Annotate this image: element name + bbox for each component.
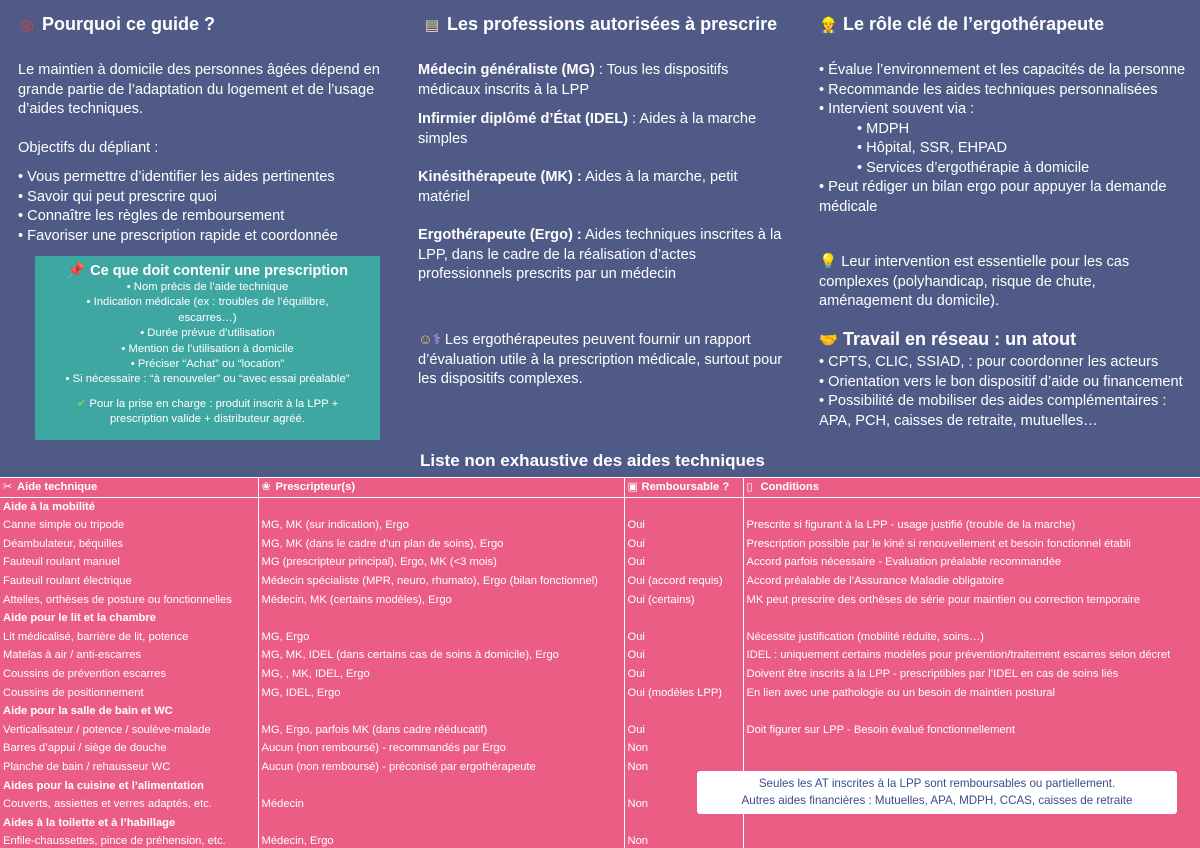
caduceus-icon: ⚕ — [432, 332, 441, 348]
prescription-item: • Préciser “Achat” ou “location” — [130, 358, 285, 371]
prescription-item: • Durée prévue d’utilisation — [140, 327, 275, 340]
objective-item: • Savoir qui peut prescrire quoi — [18, 188, 217, 205]
prescriber-cell: MG, MK (dans le cadre d’un plan de soins), Ergo — [258, 535, 624, 554]
prescriber-cell: MG, MK, IDEL (dans certains cas de soins à domicile), Ergo — [258, 646, 624, 665]
conditions-cell: IDEL : uniquement certains modèles pour prévention/traitement escarres selon décret — [746, 649, 1171, 662]
reimbursable-cell: Oui (accord requis) — [624, 572, 743, 591]
network-item: • Orientation vers le bon dispositif d’aide ou financement — [819, 373, 1183, 390]
table-section-row — [0, 702, 1200, 721]
header-aide: ✂ Aide technique — [0, 478, 258, 497]
section-label: Aide pour la salle de bain et WC — [0, 702, 258, 721]
conditions-cell — [743, 739, 1200, 758]
via-item: • MDPH — [857, 120, 910, 137]
table-row — [0, 665, 1200, 684]
aide-cell: Matelas à air / anti-escarres — [0, 646, 258, 665]
brain-icon: ❀ — [261, 481, 271, 493]
prescription-content-box — [35, 256, 380, 440]
profession-idel: Infirmier diplômé d’État (IDEL) : Aides à la marche simples — [418, 111, 757, 147]
aids-list-title: Liste non exhaustive des aides techniques — [420, 451, 765, 470]
reimbursable-cell: Oui (modèles LPP) — [624, 684, 743, 703]
aide-cell: Coussins de positionnement — [0, 684, 258, 703]
card-icon: ▣ — [627, 481, 638, 493]
empty-cell — [258, 497, 624, 516]
aide-cell: Planche de bain / rehausseur WC — [0, 758, 258, 777]
table-header-row — [0, 478, 1200, 497]
objective-item: • Favoriser une prescription rapide et coordonnée — [18, 227, 338, 244]
intervention-text: 💡 Leur intervention est essentielle pour les cas complexes (polyhandicap, risque de chute, aménagement du domicile). — [819, 254, 1130, 309]
empty-cell — [258, 814, 624, 833]
prescriber-cell: MG, IDEL, Ergo — [258, 684, 624, 703]
empty-cell — [743, 497, 1200, 516]
table-section-row — [0, 497, 1200, 516]
network-item: • CPTS, CLIC, SSIAD, : pour coordonner les acteurs — [819, 354, 1159, 370]
table-row — [0, 572, 1200, 591]
role-item: • Évalue l’environnement et les capacités de la personne — [819, 62, 1186, 78]
empty-cell — [258, 777, 624, 796]
empty-cell — [743, 702, 1200, 721]
table-section-row — [0, 814, 1200, 833]
table-section-row — [0, 609, 1200, 628]
objective-item: • Connaître les règles de remboursement — [18, 208, 285, 224]
network-item: • Possibilité de mobiliser des aides complémentaires : APA, PCH, caisses de retraite, mutuelles… — [819, 393, 1167, 429]
prescriber-cell: MG, Ergo, parfois MK (dans cadre rééducatif) — [258, 721, 624, 740]
objectives-label: Objectifs du dépliant : — [18, 140, 159, 156]
role-item: • Recommande les aides techniques personnalisées — [819, 81, 1158, 98]
reimbursable-cell: Oui — [624, 535, 743, 554]
worker-icon: 👷 — [819, 16, 838, 34]
via-item: • Services d’ergothérapie à domicile — [857, 159, 1090, 176]
section-label: Aides à la toilette et à l’habillage — [0, 814, 258, 833]
section-label: Aide à la mobilité — [0, 497, 258, 516]
aide-cell: Fauteuil roulant manuel — [0, 553, 258, 572]
table-row — [0, 646, 1200, 665]
conditions-cell: Nécessite justification (mobilité réduite, soins…) — [746, 630, 985, 643]
prescriber-cell: MG, MK (sur indication), Ergo — [258, 516, 624, 535]
table-row — [0, 516, 1200, 535]
header-remboursable: ▣ Remboursable ? — [624, 478, 743, 497]
reimbursable-cell: Oui — [624, 553, 743, 572]
reimbursement-note: ✔ Pour la prise en charge : produit inscrit à la LPP + prescription valide + distributeur agréé. — [76, 397, 339, 426]
empty-cell — [624, 814, 743, 833]
conditions-cell: Accord préalable de l’Assurance Maladie obligatoire — [746, 574, 1004, 587]
aide-cell: Canne simple ou tripode — [0, 516, 258, 535]
profession-ergo: Ergothérapeute (Ergo) : Aides techniques inscrites à la LPP, dans le cadre de la réalisation d’actes professionnels prescrits par un médecin — [418, 227, 782, 282]
reimbursable-cell: Non — [624, 758, 743, 777]
prescriber-cell: MG, , MK, IDEL, Ergo — [258, 665, 624, 684]
reimbursable-cell: Oui — [624, 665, 743, 684]
tools-icon: ✂ — [3, 481, 13, 493]
aide-cell: Barres d’appui / siège de douche — [0, 739, 258, 758]
aide-cell: Lit médicalisé, barrière de lit, potence — [0, 628, 258, 647]
table-row — [0, 684, 1200, 703]
prescriber-cell: MG, Ergo — [258, 628, 624, 647]
reimbursable-cell: Non — [624, 739, 743, 758]
reimbursable-cell: Oui — [624, 721, 743, 740]
objective-item: • Vous permettre d’identifier les aides pertinentes — [18, 169, 335, 185]
empty-cell — [624, 702, 743, 721]
reimbursable-cell: Non — [624, 795, 743, 814]
reimbursement-info-box: Seules les AT inscrites à la LPP sont remboursables ou partiellement. Autres aides financières : Mutuelles, APA, MDPH, CCAS, caisses de retraite — [697, 771, 1177, 814]
empty-cell — [743, 814, 1200, 833]
prescriber-cell: Aucun (non remboursé) - recommandés par Ergo — [258, 739, 624, 758]
document-icon: ▯ — [746, 481, 753, 493]
prescriber-cell: Médecin, MK (certains modèles), Ergo — [258, 591, 624, 610]
objectives-list — [18, 168, 338, 246]
section-label: Aides pour la cuisine et l’alimentation — [0, 777, 258, 796]
profession-mg: Médecin généraliste (MG) : Tous les dispositifs médicaux inscrits à la LPP — [418, 62, 729, 98]
reimbursable-cell: Oui (certains) — [624, 591, 743, 610]
empty-cell — [743, 609, 1200, 628]
intro-text: Le maintien à domicile des personnes âgées dépend en grande partie de l’adaptation du logement et de l’usage d’aides techniques. — [18, 62, 380, 117]
pushpin-icon: 📌 — [67, 263, 86, 279]
person-icon: ☺ — [418, 332, 433, 348]
profession-mk: Kinésithérapeute (MK) : Aides à la marche, petit matériel — [418, 169, 738, 205]
reimbursable-cell: Oui — [624, 516, 743, 535]
prescriber-cell: Médecin spécialiste (MPR, neuro, rhumato), Ergo (bilan fonctionnel) — [258, 572, 624, 591]
lightbulb-icon: 💡 — [819, 254, 838, 270]
header-prescripteur: ❀ Prescripteur(s) — [258, 478, 624, 497]
table-row — [0, 535, 1200, 554]
conditions-cell: Doivent être inscrits à la LPP - prescriptibles par l’IDEL en cas de soins liés — [746, 667, 1119, 680]
table-row — [0, 832, 1200, 848]
empty-cell — [624, 497, 743, 516]
prescription-item: • Indication médicale (ex : troubles de l’équilibre, — [86, 296, 329, 309]
prescribers-heading: ▤ Les professions autorisées à prescrire — [424, 14, 778, 34]
roles-list — [819, 61, 1197, 217]
prescription-item: escarres…) — [178, 311, 237, 324]
table-row — [0, 721, 1200, 740]
via-item: • Hôpital, SSR, EHPAD — [857, 140, 1008, 156]
clipboard-icon: ▤ — [424, 16, 440, 34]
reimbursable-cell: Oui — [624, 646, 743, 665]
prescriber-cell: MG (prescripteur principal), Ergo, MK (<3 mois) — [258, 553, 624, 572]
table-row — [0, 739, 1200, 758]
conditions-cell: Prescrite si figurant à la LPP - usage justifié (trouble de la marche) — [746, 519, 1076, 532]
reimbursable-cell: Oui — [624, 628, 743, 647]
section-label: Aide pour le lit et la chambre — [0, 609, 258, 628]
target-icon: ◎ — [20, 16, 34, 34]
conditions-cell: Accord parfois nécessaire - Evaluation préalable recommandée — [746, 556, 1062, 569]
empty-cell — [258, 609, 624, 628]
empty-cell — [624, 609, 743, 628]
prescriber-cell: Médecin — [258, 795, 624, 814]
table-row — [0, 553, 1200, 572]
table-row — [0, 591, 1200, 610]
network-heading: 🤝 Travail en réseau : un atout — [819, 329, 1077, 349]
prescription-item: • Si nécessaire : “à renouveler” ou “avec essai préalable” — [65, 373, 350, 386]
aide-cell: Coussins de prévention escarres — [0, 665, 258, 684]
handshake-icon: 🤝 — [819, 331, 838, 349]
reimbursable-cell: Non — [624, 832, 743, 848]
empty-cell — [258, 702, 624, 721]
aide-cell: Couverts, assiettes et verres adaptés, etc. — [0, 795, 258, 814]
aide-cell: Enfile-chaussettes, pince de préhension, etc. — [0, 832, 258, 848]
header-conditions: ▯ Conditions — [743, 478, 1200, 497]
why-guide-heading: ◎ Pourquoi ce guide ? — [18, 14, 215, 35]
ergo-role-heading: 👷 Le rôle clé de l’ergothérapeute — [819, 14, 1105, 34]
table-row — [0, 628, 1200, 647]
prescriber-cell: Aucun (non remboursé) - préconisé par ergothérapeute — [258, 758, 624, 777]
network-list — [819, 353, 1200, 431]
prescriber-cell: Médecin, Ergo — [258, 832, 624, 848]
conditions-cell: En lien avec une pathologie ou un besoin de maintien postural — [746, 686, 1055, 699]
conditions-cell — [743, 832, 1200, 848]
aide-cell: Déambulateur, béquilles — [0, 535, 258, 554]
conditions-cell: MK peut prescrire des orthèses de série pour maintien ou correction temporaire — [746, 593, 1141, 606]
prescription-item: • Nom précis de l’aide technique — [126, 281, 289, 293]
check-icon: ✔ — [76, 397, 87, 410]
role-item: • Intervient souvent via : — [819, 101, 975, 117]
prescription-box-title: 📌 Ce que doit contenir une prescription — [67, 262, 348, 279]
aide-cell: Verticalisateur / potence / soulève-malade — [0, 721, 258, 740]
prescription-item: • Mention de l’utilisation à domicile — [121, 342, 294, 355]
aide-cell: Fauteuil roulant électrique — [0, 572, 258, 591]
role-item: • Peut rédiger un bilan ergo pour appuyer la demande médicale — [819, 179, 1167, 215]
aide-cell: Attelles, orthèses de posture ou fonctionnelles — [0, 591, 258, 610]
conditions-cell: Doit figurer sur LPP - Besoin évalué fonctionnellement — [746, 723, 1015, 736]
conditions-cell: Prescription possible par le kiné si renouvellement et besoin fonctionnel établi — [746, 537, 1131, 550]
ergo-report-note: ☺⚕ Les ergothérapeutes peuvent fournir un rapport d’évaluation utile à la prescription médicale, surtout pour les dispositifs complexes. — [418, 332, 783, 387]
